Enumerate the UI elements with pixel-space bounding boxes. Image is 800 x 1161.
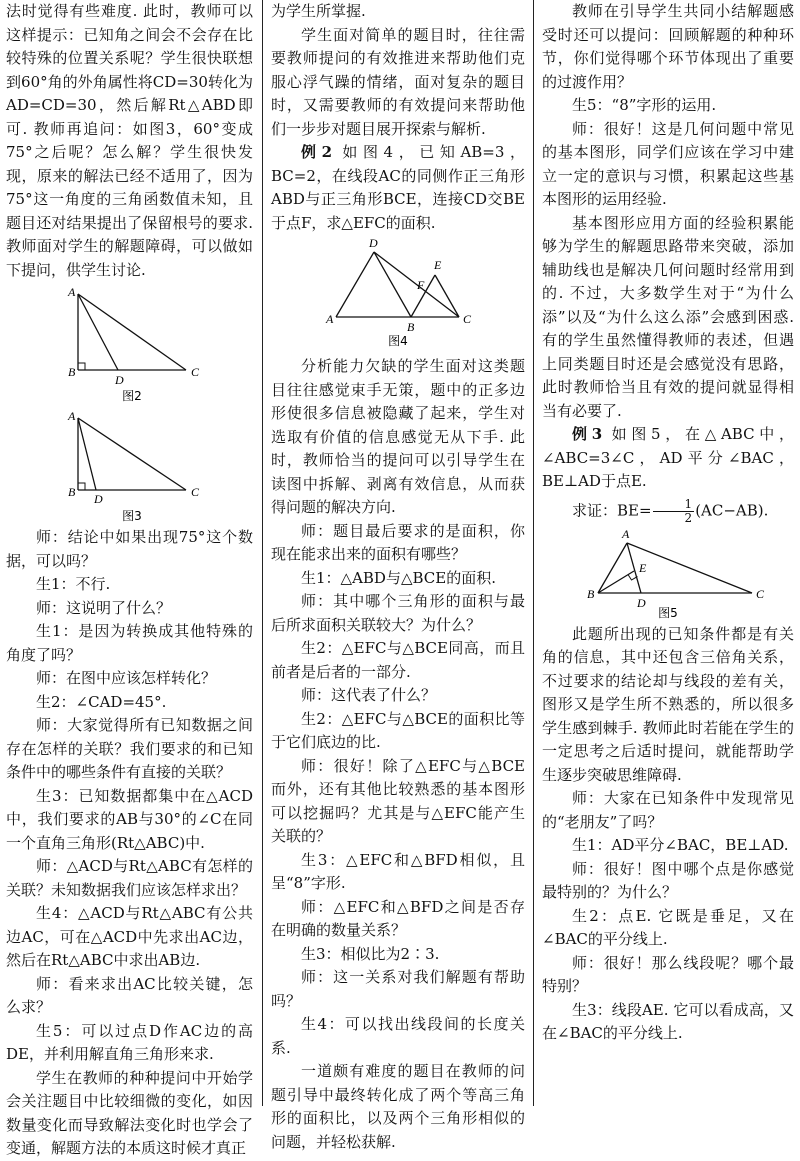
dialog-line: 师：大家觉得所有已知数据之间存在怎样的关联？我们要求的和已知条件中的哪些条件有直接的关联？: [6, 716, 253, 781]
fig4-label: B: [407, 320, 415, 334]
dialog-line: 师：这一关系对我们解题有帮助吗？: [271, 968, 525, 1010]
dialog-line: 生2：△EFC与△BCE同高，而且前者是后者的一部分.: [271, 639, 525, 681]
fig4-label: F: [417, 278, 425, 292]
fraction-denominator: 2: [684, 510, 693, 525]
fig2-label: A: [68, 285, 76, 299]
proof-prefix: 求证：BE=: [572, 501, 652, 519]
fig4-label: C: [463, 312, 472, 326]
fig4-label: D: [369, 237, 378, 250]
fraction-half: [653, 498, 695, 525]
proof-statement: [542, 498, 794, 525]
fig4-label: E: [434, 258, 442, 272]
dialog-line: 生4：△ACD与Rt△ABC有公共边AC，可在△ACD中先求出AC边，然后在Rt△ABC中求出AB边.: [6, 904, 253, 969]
fig2-edge-ac: [78, 294, 186, 370]
fig4-edge-ad: [336, 252, 374, 317]
dialog-line: 师：大家在已知条件中发现常见的“老朋友”了吗？: [542, 789, 794, 831]
fig5-label: D: [637, 595, 646, 610]
paragraph: 为学生所掌握.: [271, 2, 366, 20]
dialog-line: 师：其中哪个三角形的面积与最后所求面积关联较大？为什么？: [271, 592, 525, 634]
fraction-numerator: 1: [653, 498, 695, 512]
example-3-text: 如图5，在△ABC中，∠ABC=3∠C，AD平分∠BAC，BE⊥AD于点E.: [542, 425, 794, 490]
fig5-edge-ab: [598, 543, 627, 593]
dialog-line: 师：题目最后要求的是面积，你现在能求出来的面积有哪些？: [271, 521, 525, 563]
fig5-label: C: [756, 586, 765, 601]
dialog-line: 师：在图中应该怎样转化？: [36, 669, 217, 687]
figure-5: [542, 529, 794, 621]
paragraph: 学生在教师的种种提问中开始学会关注题目中比较细微的变化，如因数量变化而导致解法变化时也学会了变通，解题方法的本质这时候才真正: [6, 1068, 253, 1157]
fig5-caption: 图5: [658, 605, 678, 620]
dialog-line: 生1：是因为转换成其他特殊的角度了吗？: [6, 622, 253, 664]
dialog-line: 生5：可以过点D作AC边的高DE，并利用解直角三角形来求.: [6, 1021, 253, 1063]
paragraph: 一道颇有难度的题目在教师的问题引导中最终转化成了两个等高三角形的面积比，以及两个三角形相似的问题，并轻松获解.: [271, 1062, 525, 1151]
dialog-line: 生3：线段AE. 它可以看成高，又在∠BAC的平分线上.: [542, 1000, 794, 1042]
paragraph: 教师在引导学生共同小结解题感受时还可以提问：回顾解题的种种环节，你们觉得哪个环节体现出了重要的过渡作用？: [542, 2, 794, 91]
figure-4: [271, 237, 525, 353]
dialog-line: 生3：△EFC和△BFD相似，且呈“8”字形.: [271, 850, 525, 892]
dialog-line: 生2：∠CAD=45°.: [36, 692, 167, 711]
fig3-edge-ac: [78, 418, 186, 490]
example-3-label: 例3: [572, 425, 603, 443]
dialog-line: 师：看来求出AC比较关键，怎么求？: [6, 974, 253, 1016]
dialog-line: 师：很好！这是几何问题中常见的基本图形，同学们应该在学习中建立一定的意识与习惯，积累起这些基本图形的运用经验.: [542, 119, 794, 208]
fig4-edge-ce: [435, 275, 459, 317]
paragraph: 学生面对简单的题目时，往往需要教师提问的有效推进来帮助他们克服心浮气躁的情绪，面对复杂的题目时，又需要教师的有效提问来帮助他们一步步对题目展开探索与解析.: [271, 25, 525, 138]
dialog-line: 生2：△EFC与△BCE的面积比等于它们底边的比.: [271, 709, 525, 751]
fig3-label: C: [191, 485, 200, 499]
dialog-line: 师：很好！除了△EFC与△BCE而外，还有其他比较熟悉的基本图形可以挖掘吗？尤其是与△EFC能产生关联的？: [271, 756, 525, 845]
paragraph: 分析能力欠缺的学生面对这类题目往往感觉束手无策，题中的正多边形使很多信息被隐藏了起来，学生对选取有价值的信息感觉无从下手. 此时，教师恰当的提问可以引导学生在读图中拆解、剥离有效信息，从而获得问题的解决方向.: [271, 357, 525, 516]
paragraph: 此题所出现的已知条件都是有关角的信息，其中还包含三倍角关系，不过要求的结论却与线段的差有关，图形又是学生所不熟悉的，所以很多学生感到棘手. 教师此时若能在学生的一定思考之后适时提问，就能帮助学生逐步突破思维障碍.: [542, 624, 794, 784]
column-divider: [533, 0, 534, 1106]
fig5-label: B: [587, 586, 595, 601]
column-divider: [262, 0, 263, 1106]
fig5-edge-be: [598, 571, 634, 593]
fig2-label: C: [191, 365, 200, 379]
dialog-line: 师：结论中如果出现75°这个数据，可以吗？: [6, 528, 253, 570]
dialog-line: 师：△ACD与Rt△ABC有怎样的关联？未知数据我们应该怎样求出？: [6, 857, 253, 899]
example-2-label: 例2: [301, 143, 333, 161]
example-2: [271, 141, 525, 235]
figure-2: [6, 284, 253, 404]
fig2-caption: 图2: [122, 389, 142, 403]
fig2-edge-ad: [78, 294, 118, 370]
dialog-line: 师：很好！图中哪个点是你感觉最特别的？为什么？: [542, 859, 794, 901]
paragraph: 法时觉得有些难度. 此时，教师可以这样提示：已知角之间会不会存在比较特殊的位置关系呢？学生很快联想到60°角的外角属性将CD=30转化为AD=CD=30，然后解Rt△ABD即可. 教师再追问：如图3，60°变成75°之后呢？怎么解？学生很快发现，原来的解法已经不适用了，因为75°这一角度的三角函数值未知，且题目还对结果提出了保留根号的要求. 教师面对学生的解题障碍，可以做如下提问，供学生讨论.: [6, 2, 253, 279]
fig4-edge-bd: [374, 252, 411, 317]
dialog-line: 生3：相似比为2∶3.: [301, 944, 440, 963]
dialog-line: 生1：△ABD与△BCE的面积.: [301, 568, 496, 587]
fig5-label: A: [622, 528, 630, 541]
dialog-line: 生3：已知数据都集中在△ACD中，我们要求的AB与30°的∠C在同一个直角三角形(Rt△ABC)中.: [6, 786, 253, 852]
dialog-line: 生4：可以找出线段间的长度关系.: [271, 1015, 525, 1057]
proof-suffix: (AC−AB).: [695, 501, 769, 519]
dialog-line: 生2：点E. 它既是垂足，又在∠BAC的平分线上.: [542, 906, 794, 948]
figure-3: [6, 406, 253, 524]
fig3-label: A: [68, 409, 76, 423]
fig4-label: A: [326, 312, 334, 326]
fig2-right-angle: [78, 363, 85, 370]
dialog-line: 师：这说明了什么？: [36, 598, 172, 617]
fig3-label: B: [68, 485, 76, 499]
dialog-line: 生1：AD平分∠BAC，BE⊥AD.: [572, 836, 789, 854]
dialog-line: 师：很好！那么线段呢？哪个最特别？: [542, 953, 794, 995]
fig3-caption: 图3: [122, 509, 142, 523]
fig3-right-angle: [78, 483, 85, 490]
column-2: [271, 0, 525, 1154]
column-1: [6, 0, 253, 1161]
fig2-label: B: [68, 365, 76, 379]
example-2-text: 如图4，已知AB=3，BC=2，在线段AC的同侧作正三角形ABD与正三角形BCE，连接CD交BE于点F，求△EFC的面积.: [271, 143, 525, 232]
fig2-label: D: [115, 373, 124, 387]
example-3: [542, 423, 794, 494]
paragraph: 基本图形应用方面的经验积累能够为学生的解题思路带来突破，添加辅助线也是解决几何问题时经常用到的. 不过，大多数学生对于“为什么添”以及“为什么这么添”会感到困惑. 有的学生虽然懂得教师的表述，但遇上同类题目时还是会感觉没有思路，此时教师恰当且有效的提问就显得相当有必要了.: [542, 213, 794, 420]
dialog-line: 师：△EFC和△BFD之间是否存在明确的数量关系？: [271, 897, 525, 939]
fig3-label: D: [94, 492, 103, 506]
column-3: [542, 0, 794, 1046]
dialog-line: 生5：“8”字形的运用.: [572, 96, 717, 114]
fig5-label: E: [639, 560, 647, 575]
dialog-line: 生1：不行.: [36, 575, 111, 593]
dialog-line: 师：这代表了什么？: [301, 686, 437, 704]
fig4-caption: 图4: [388, 334, 408, 348]
